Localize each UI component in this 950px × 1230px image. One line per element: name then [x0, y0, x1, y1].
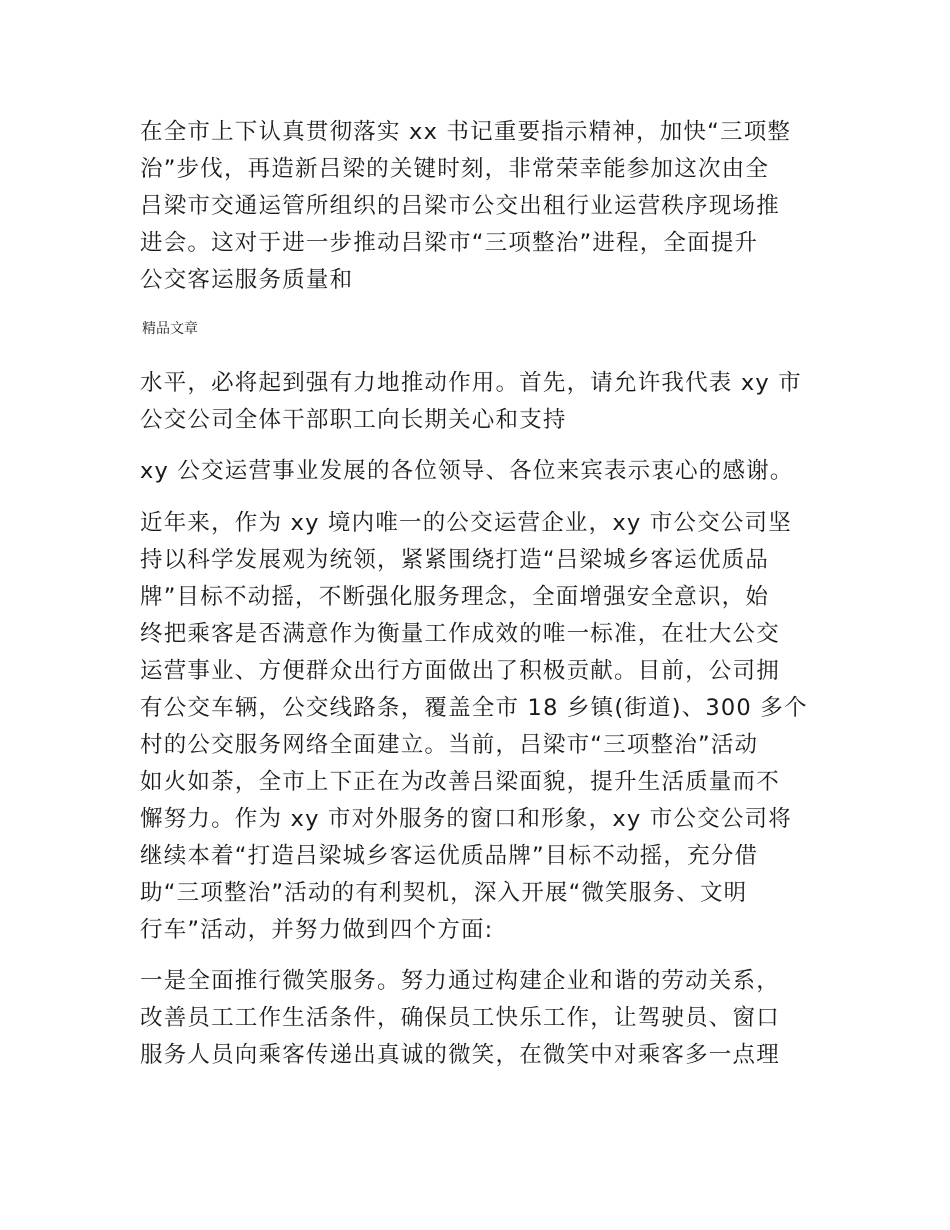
- paragraph-thanks: [140, 453, 794, 490]
- text-line: 进会。这对于进一步推动吕梁市“三项整治”进程，全面提升: [140, 230, 759, 256]
- text-line: 有公交车辆，公交线路条，覆盖全市 18 乡镇(街道)、300 多个: [140, 695, 808, 721]
- text-line: 终把乘客是否满意作为衡量工作成效的唯一标准，在壮大公交: [140, 621, 780, 647]
- text-line: 治”步伐，再造新吕梁的关键时刻，非常荣幸能参加这次由全: [140, 156, 770, 182]
- text-line: 助“三项整治”活动的有利契机，深入开展“微笑服务、文明: [140, 880, 748, 906]
- text-line: 运营事业、方便群众出行方面做出了积极贡献。目前，公司拥: [140, 658, 780, 684]
- text-line: 持以科学发展观为统领，紧紧围绕打造“吕梁城乡客运优质品: [140, 547, 770, 573]
- text-line: 在全市上下认真贯彻落实 xx 书记重要指示精神，加快“三项整: [140, 119, 792, 145]
- text-line: 吕梁市交通运管所组织的吕梁市公交出租行业运营秩序现场推: [140, 193, 780, 219]
- text-line: 服务人员向乘客传递出真诚的微笑，在微笑中对乘客多一点理: [140, 1042, 780, 1068]
- paragraph-thanks-lead: [140, 365, 802, 439]
- text-line: 公交公司全体干部职工向长期关心和支持: [140, 407, 567, 433]
- paragraph-smile-service: [140, 963, 780, 1074]
- text-line: xy 公交运营事业发展的各位领导、各位来宾表示衷心的感谢。: [140, 458, 794, 484]
- text-line: 牌”目标不动摇，不断强化服务理念，全面增强安全意识，始: [140, 584, 770, 610]
- paragraph-company-overview: [140, 505, 808, 949]
- text-line: 水平，必将起到强有力地推动作用。首先，请允许我代表 xy 市: [140, 370, 802, 396]
- paragraph-intro: [140, 114, 791, 299]
- text-line: 行车”活动，并努力做到四个方面:: [140, 917, 494, 943]
- text-line: 懈努力。作为 xy 市对外服务的窗口和形象，xy 市公交公司将: [140, 806, 792, 832]
- text-line: 村的公交服务网络全面建立。当前，吕梁市“三项整治”活动: [140, 732, 759, 758]
- text-line: 如火如荼，全市上下正在为改善吕梁面貌，提升生活质量而不: [140, 769, 780, 795]
- text-line: 近年来，作为 xy 境内唯一的公交运营企业，xy 市公交公司坚: [140, 510, 792, 536]
- text-line: 公交客运服务质量和: [140, 267, 354, 293]
- text-line: 一是全面推行微笑服务。努力通过构建企业和谐的劳动关系，: [140, 968, 780, 994]
- text-line: 改善员工工作生活条件，确保员工快乐工作，让驾驶员、窗口: [140, 1005, 780, 1031]
- section-label: 精品文章: [142, 321, 198, 337]
- text-line: 继续本着“打造吕梁城乡客运优质品牌”目标不动摇，充分借: [140, 843, 759, 869]
